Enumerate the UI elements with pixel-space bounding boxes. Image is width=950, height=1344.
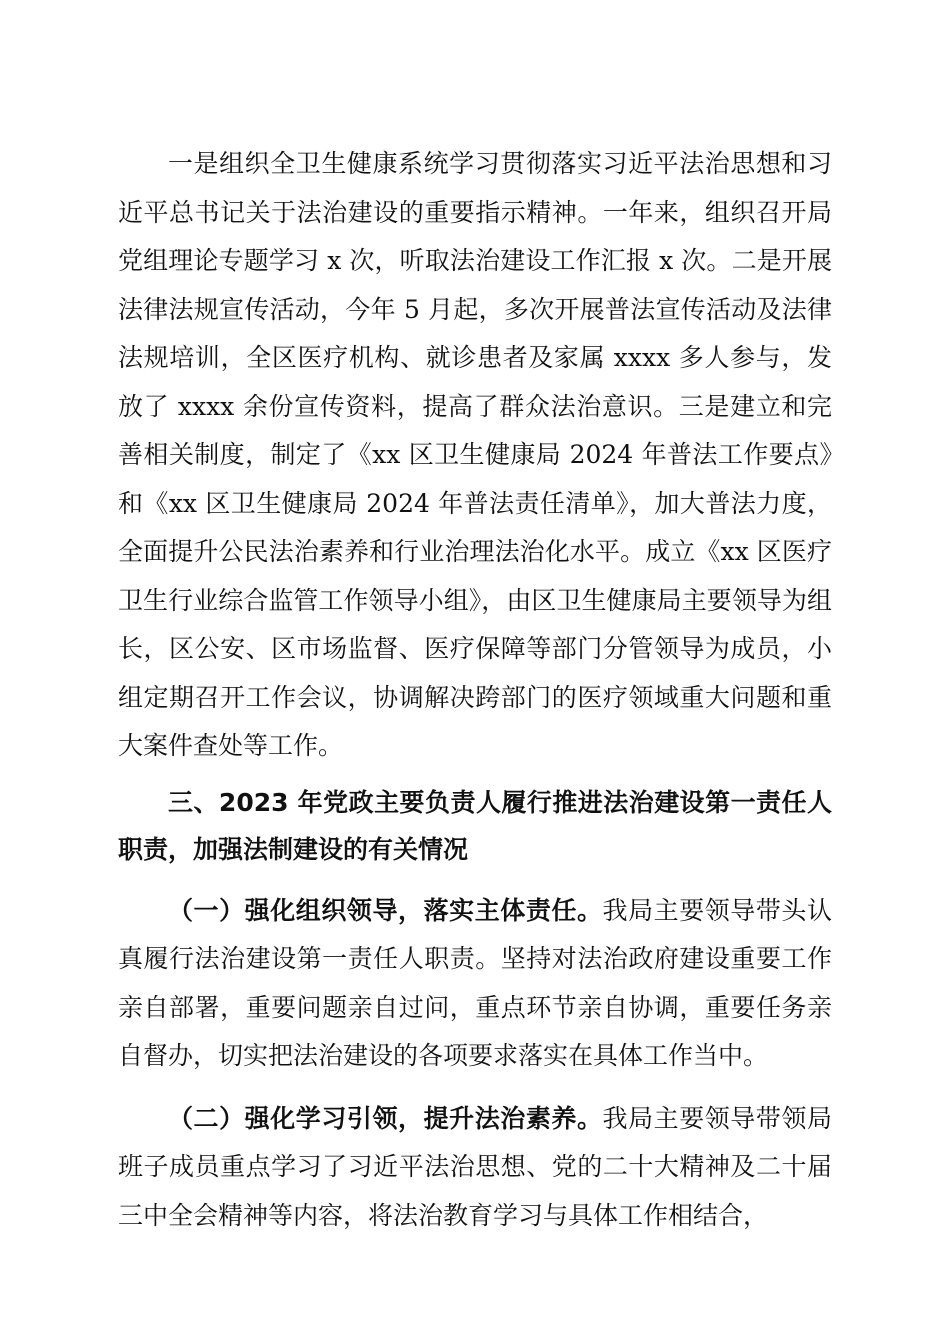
item-1-title: （一）强化组织领导，落实主体责任。 (168, 895, 603, 925)
paragraph-legal-publicity: 一是组织全卫生健康系统学习贯彻落实习近平法治思想和习近平总书记关于法治建设的重要指示精神。一年来，组织召开局党组理论专题学习 x 次，听取法治建设工作汇报 x 次。二是开展法律法规宣传活动，今年 5 月起，多次开展普法宣传活动及法律法规培训，全区医疗机构、就诊患者及家属 xxxx 多人参与，发放了 xxxx 余份宣传资料，提高了群众法治意识。三是建立和完善相关制度，制定了《xx 区卫生健康局 2024 年普法工作要点》和《xx 区卫生健康局 2024 年普法责任清单》，加大普法力度，全面提升公民法治素养和行业治理法治化水平。成立《xx 区医疗卫生行业综合监管工作领导小组》，由区卫生健康局主要领导为组长，区公安、区市场监督、医疗保障等部门分管领导为成员，小组定期召开工作会议，协调解决跨部门的医疗领域重大问题和重大案件查处等工作。 (118, 149, 832, 760)
item-2-title: （二）强化学习引领，提升法治素养。 (168, 1103, 603, 1133)
item-2-body: 我局主要领导带领局班子成员重点学习了习近平法治思想、党的二十大精神及二十届三中全会精神等内容，将法治教育学习与具体工作相结合， (118, 1103, 832, 1230)
section-3-heading: 三、2023 年党政主要负责人履行推进法治建设第一责任人职责，加强法制建设的有关情况 (118, 787, 832, 864)
paragraph-study-guidance (118, 1095, 832, 1241)
document-page (118, 140, 832, 1240)
item-1-body: 我局主要领导带头认真履行法治建设第一责任人职责。坚持对法治政府建设重要工作亲自部署，重要问题亲自过问，重点环节亲自协调，重要任务亲自督办，切实把法治建设的各项要求落实在具体工作当中。 (118, 895, 832, 1070)
paragraph-organization-leadership (118, 887, 832, 1081)
